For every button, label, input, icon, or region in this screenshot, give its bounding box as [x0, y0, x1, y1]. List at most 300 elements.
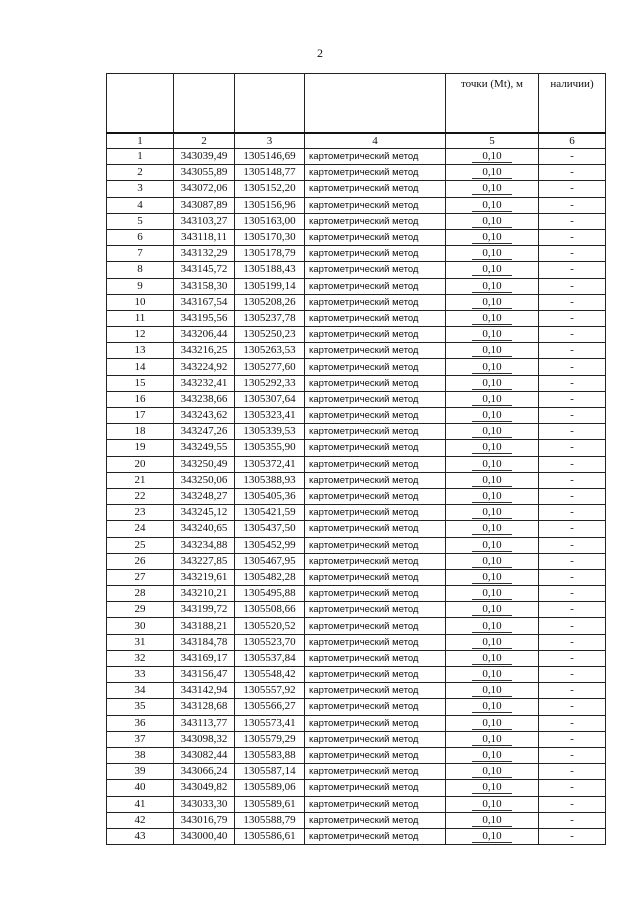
- table-row: [107, 181, 606, 197]
- accuracy-cell: [446, 650, 539, 666]
- method-cell: картометрический метод: [305, 488, 446, 504]
- accuracy-value: 0,10: [472, 814, 511, 827]
- column-number: 3: [235, 133, 305, 149]
- accuracy-value: 0,10: [472, 506, 511, 519]
- note-cell: -: [539, 165, 606, 181]
- x-coordinate-cell: 343243,62: [174, 408, 235, 424]
- table-row: [107, 375, 606, 391]
- y-coordinate-cell: 1305277,60: [235, 359, 305, 375]
- accuracy-value: 0,10: [472, 247, 511, 260]
- x-coordinate-cell: 343227,85: [174, 553, 235, 569]
- point-number-cell: 36: [107, 715, 174, 731]
- table-row: [107, 521, 606, 537]
- method-cell: картометрический метод: [305, 472, 446, 488]
- x-coordinate-cell: 343245,12: [174, 505, 235, 521]
- accuracy-cell: [446, 828, 539, 844]
- table-row: [107, 780, 606, 796]
- note-cell: -: [539, 828, 606, 844]
- note-cell: -: [539, 229, 606, 245]
- y-coordinate-cell: 1305170,30: [235, 229, 305, 245]
- accuracy-cell: [446, 165, 539, 181]
- accuracy-value: 0,10: [472, 425, 511, 438]
- note-cell: -: [539, 375, 606, 391]
- point-number-cell: 30: [107, 618, 174, 634]
- y-coordinate-cell: 1305307,64: [235, 391, 305, 407]
- note-cell: -: [539, 246, 606, 262]
- column-number: 2: [174, 133, 235, 149]
- x-coordinate-cell: 343142,94: [174, 683, 235, 699]
- accuracy-value: 0,10: [472, 749, 511, 762]
- x-coordinate-cell: 343066,24: [174, 764, 235, 780]
- table-row: [107, 747, 606, 763]
- y-coordinate-cell: 1305557,92: [235, 683, 305, 699]
- accuracy-cell: [446, 553, 539, 569]
- method-cell: картометрический метод: [305, 828, 446, 844]
- table-row: [107, 537, 606, 553]
- table-row: [107, 165, 606, 181]
- accuracy-value: 0,10: [472, 377, 511, 390]
- y-coordinate-cell: 1305355,90: [235, 440, 305, 456]
- note-cell: -: [539, 278, 606, 294]
- x-coordinate-cell: 343238,66: [174, 391, 235, 407]
- table-row: [107, 699, 606, 715]
- table-row: [107, 715, 606, 731]
- x-coordinate-cell: 343219,61: [174, 569, 235, 585]
- accuracy-value: 0,10: [472, 830, 511, 843]
- accuracy-value: 0,10: [472, 263, 511, 276]
- x-coordinate-cell: 343234,88: [174, 537, 235, 553]
- table-row: [107, 391, 606, 407]
- accuracy-cell: [446, 181, 539, 197]
- note-cell: -: [539, 408, 606, 424]
- accuracy-value: 0,10: [472, 474, 511, 487]
- method-cell: картометрический метод: [305, 213, 446, 229]
- method-cell: картометрический метод: [305, 537, 446, 553]
- accuracy-cell: [446, 521, 539, 537]
- method-cell: картометрический метод: [305, 699, 446, 715]
- x-coordinate-cell: 343247,26: [174, 424, 235, 440]
- y-coordinate-cell: 1305263,53: [235, 343, 305, 359]
- accuracy-cell: [446, 715, 539, 731]
- table-row: [107, 229, 606, 245]
- method-cell: картометрический метод: [305, 812, 446, 828]
- y-coordinate-cell: 1305250,23: [235, 327, 305, 343]
- method-cell: картометрический метод: [305, 521, 446, 537]
- point-number-cell: 10: [107, 294, 174, 310]
- method-cell: картометрический метод: [305, 764, 446, 780]
- point-number-cell: 31: [107, 634, 174, 650]
- note-cell: -: [539, 488, 606, 504]
- table-row: [107, 731, 606, 747]
- accuracy-cell: [446, 780, 539, 796]
- y-coordinate-cell: 1305520,52: [235, 618, 305, 634]
- accuracy-cell: [446, 440, 539, 456]
- accuracy-value: 0,10: [472, 393, 511, 406]
- point-number-cell: 40: [107, 780, 174, 796]
- y-coordinate-cell: 1305323,41: [235, 408, 305, 424]
- accuracy-value: 0,10: [472, 490, 511, 503]
- accuracy-cell: [446, 375, 539, 391]
- point-number-cell: 39: [107, 764, 174, 780]
- method-cell: картометрический метод: [305, 667, 446, 683]
- point-number-cell: 41: [107, 796, 174, 812]
- accuracy-cell: [446, 764, 539, 780]
- note-cell: -: [539, 780, 606, 796]
- accuracy-value: 0,10: [472, 166, 511, 179]
- method-cell: картометрический метод: [305, 747, 446, 763]
- accuracy-value: 0,10: [472, 652, 511, 665]
- x-coordinate-cell: 343216,25: [174, 343, 235, 359]
- header-cell: [107, 74, 174, 134]
- method-cell: картометрический метод: [305, 391, 446, 407]
- accuracy-cell: [446, 424, 539, 440]
- table-body: [107, 74, 606, 845]
- point-number-cell: 9: [107, 278, 174, 294]
- method-cell: картометрический метод: [305, 505, 446, 521]
- accuracy-cell: [446, 294, 539, 310]
- table-row: [107, 278, 606, 294]
- point-number-cell: 42: [107, 812, 174, 828]
- y-coordinate-cell: 1305188,43: [235, 262, 305, 278]
- point-number-cell: 22: [107, 488, 174, 504]
- note-cell: -: [539, 683, 606, 699]
- x-coordinate-cell: 343249,55: [174, 440, 235, 456]
- point-number-cell: 35: [107, 699, 174, 715]
- point-number-cell: 38: [107, 747, 174, 763]
- accuracy-cell: [446, 505, 539, 521]
- method-cell: картометрический метод: [305, 780, 446, 796]
- note-cell: -: [539, 634, 606, 650]
- x-coordinate-cell: 343199,72: [174, 602, 235, 618]
- point-number-cell: 1: [107, 149, 174, 165]
- method-cell: картометрический метод: [305, 618, 446, 634]
- y-coordinate-cell: 1305437,50: [235, 521, 305, 537]
- method-cell: картометрический метод: [305, 440, 446, 456]
- accuracy-cell: [446, 602, 539, 618]
- point-number-cell: 11: [107, 310, 174, 326]
- method-cell: картометрический метод: [305, 586, 446, 602]
- accuracy-cell: [446, 537, 539, 553]
- point-number-cell: 8: [107, 262, 174, 278]
- x-coordinate-cell: 343169,17: [174, 650, 235, 666]
- point-number-cell: 13: [107, 343, 174, 359]
- accuracy-value: 0,10: [472, 668, 511, 681]
- note-cell: -: [539, 586, 606, 602]
- accuracy-cell: [446, 683, 539, 699]
- y-coordinate-cell: 1305146,69: [235, 149, 305, 165]
- accuracy-cell: [446, 246, 539, 262]
- method-cell: картометрический метод: [305, 683, 446, 699]
- note-cell: -: [539, 747, 606, 763]
- y-coordinate-cell: 1305586,61: [235, 828, 305, 844]
- point-number-cell: 24: [107, 521, 174, 537]
- note-cell: -: [539, 537, 606, 553]
- table-row: [107, 408, 606, 424]
- accuracy-value: 0,10: [472, 765, 511, 778]
- y-coordinate-cell: 1305537,84: [235, 650, 305, 666]
- x-coordinate-cell: 343082,44: [174, 747, 235, 763]
- accuracy-cell: [446, 796, 539, 812]
- point-number-cell: 43: [107, 828, 174, 844]
- x-coordinate-cell: 343128,68: [174, 699, 235, 715]
- accuracy-value: 0,10: [472, 733, 511, 746]
- accuracy-cell: [446, 812, 539, 828]
- accuracy-value: 0,10: [472, 620, 511, 633]
- accuracy-cell: [446, 472, 539, 488]
- x-coordinate-cell: 343167,54: [174, 294, 235, 310]
- x-coordinate-cell: 343158,30: [174, 278, 235, 294]
- point-number-cell: 29: [107, 602, 174, 618]
- note-cell: -: [539, 472, 606, 488]
- y-coordinate-cell: 1305452,99: [235, 537, 305, 553]
- method-cell: картометрический метод: [305, 569, 446, 585]
- table-row: [107, 456, 606, 472]
- method-cell: картометрический метод: [305, 796, 446, 812]
- accuracy-cell: [446, 456, 539, 472]
- accuracy-value: 0,10: [472, 684, 511, 697]
- table-row: [107, 359, 606, 375]
- x-coordinate-cell: 343072,06: [174, 181, 235, 197]
- x-coordinate-cell: 343055,89: [174, 165, 235, 181]
- accuracy-value: 0,10: [472, 328, 511, 341]
- table-row: [107, 764, 606, 780]
- table-row: [107, 310, 606, 326]
- accuracy-value: 0,10: [472, 441, 511, 454]
- accuracy-cell: [446, 359, 539, 375]
- method-cell: картометрический метод: [305, 149, 446, 165]
- accuracy-cell: [446, 262, 539, 278]
- table-row: [107, 618, 606, 634]
- point-number-cell: 5: [107, 213, 174, 229]
- point-number-cell: 34: [107, 683, 174, 699]
- table-row: [107, 634, 606, 650]
- note-cell: -: [539, 440, 606, 456]
- point-number-cell: 21: [107, 472, 174, 488]
- method-cell: картометрический метод: [305, 731, 446, 747]
- table-row: [107, 602, 606, 618]
- note-cell: -: [539, 359, 606, 375]
- accuracy-value: 0,10: [472, 199, 511, 212]
- note-cell: -: [539, 424, 606, 440]
- table-row: [107, 213, 606, 229]
- accuracy-value: 0,10: [472, 587, 511, 600]
- point-number-cell: 23: [107, 505, 174, 521]
- x-coordinate-cell: 343103,27: [174, 213, 235, 229]
- method-cell: картометрический метод: [305, 229, 446, 245]
- table-row: [107, 343, 606, 359]
- x-coordinate-cell: 343184,78: [174, 634, 235, 650]
- accuracy-cell: [446, 634, 539, 650]
- point-number-cell: 37: [107, 731, 174, 747]
- y-coordinate-cell: 1305523,70: [235, 634, 305, 650]
- y-coordinate-cell: 1305587,14: [235, 764, 305, 780]
- note-cell: -: [539, 667, 606, 683]
- y-coordinate-cell: 1305372,41: [235, 456, 305, 472]
- accuracy-value: 0,10: [472, 603, 511, 616]
- x-coordinate-cell: 343248,27: [174, 488, 235, 504]
- x-coordinate-cell: 343132,29: [174, 246, 235, 262]
- note-cell: -: [539, 699, 606, 715]
- y-coordinate-cell: 1305148,77: [235, 165, 305, 181]
- y-coordinate-cell: 1305421,59: [235, 505, 305, 521]
- table-row: [107, 246, 606, 262]
- y-coordinate-cell: 1305339,53: [235, 424, 305, 440]
- point-number-cell: 33: [107, 667, 174, 683]
- y-coordinate-cell: 1305156,96: [235, 197, 305, 213]
- x-coordinate-cell: 343240,65: [174, 521, 235, 537]
- page-number: 2: [317, 46, 323, 60]
- note-cell: -: [539, 764, 606, 780]
- point-number-cell: 25: [107, 537, 174, 553]
- accuracy-value: 0,10: [472, 361, 511, 374]
- table-row: [107, 828, 606, 844]
- note-cell: -: [539, 197, 606, 213]
- method-cell: картометрический метод: [305, 343, 446, 359]
- y-coordinate-cell: 1305237,78: [235, 310, 305, 326]
- x-coordinate-cell: 343210,21: [174, 586, 235, 602]
- method-cell: картометрический метод: [305, 375, 446, 391]
- table-row: [107, 586, 606, 602]
- method-cell: картометрический метод: [305, 553, 446, 569]
- accuracy-cell: [446, 310, 539, 326]
- table-row: [107, 294, 606, 310]
- note-cell: -: [539, 731, 606, 747]
- accuracy-value: 0,10: [472, 522, 511, 535]
- point-number-cell: 4: [107, 197, 174, 213]
- accuracy-cell: [446, 667, 539, 683]
- header-cell-notes: наличии): [539, 74, 606, 134]
- x-coordinate-cell: 343016,79: [174, 812, 235, 828]
- note-cell: -: [539, 650, 606, 666]
- note-cell: -: [539, 553, 606, 569]
- point-number-cell: 15: [107, 375, 174, 391]
- column-number: 4: [305, 133, 446, 149]
- table-row: [107, 197, 606, 213]
- coordinates-table: [106, 73, 606, 845]
- y-coordinate-cell: 1305178,79: [235, 246, 305, 262]
- accuracy-value: 0,10: [472, 458, 511, 471]
- note-cell: -: [539, 796, 606, 812]
- point-number-cell: 26: [107, 553, 174, 569]
- header-cell-accuracy: точки (Mt), м: [446, 74, 539, 134]
- table-row: [107, 796, 606, 812]
- accuracy-value: 0,10: [472, 571, 511, 584]
- y-coordinate-cell: 1305589,06: [235, 780, 305, 796]
- y-coordinate-cell: 1305566,27: [235, 699, 305, 715]
- accuracy-cell: [446, 197, 539, 213]
- table-row: [107, 812, 606, 828]
- x-coordinate-cell: 343049,82: [174, 780, 235, 796]
- accuracy-value: 0,10: [472, 215, 511, 228]
- x-coordinate-cell: 343087,89: [174, 197, 235, 213]
- y-coordinate-cell: 1305589,61: [235, 796, 305, 812]
- note-cell: -: [539, 812, 606, 828]
- table-row: [107, 488, 606, 504]
- note-cell: -: [539, 294, 606, 310]
- point-number-cell: 17: [107, 408, 174, 424]
- accuracy-value: 0,10: [472, 182, 511, 195]
- accuracy-value: 0,10: [472, 344, 511, 357]
- accuracy-cell: [446, 327, 539, 343]
- method-cell: картометрический метод: [305, 408, 446, 424]
- note-cell: -: [539, 618, 606, 634]
- point-number-cell: 3: [107, 181, 174, 197]
- y-coordinate-cell: 1305583,88: [235, 747, 305, 763]
- x-coordinate-cell: 343118,11: [174, 229, 235, 245]
- x-coordinate-cell: 343195,56: [174, 310, 235, 326]
- point-number-cell: 32: [107, 650, 174, 666]
- x-coordinate-cell: 343033,30: [174, 796, 235, 812]
- column-number: 6: [539, 133, 606, 149]
- accuracy-value: 0,10: [472, 555, 511, 568]
- method-cell: картометрический метод: [305, 359, 446, 375]
- x-coordinate-cell: 343232,41: [174, 375, 235, 391]
- table-row: [107, 667, 606, 683]
- method-cell: картометрический метод: [305, 424, 446, 440]
- y-coordinate-cell: 1305573,41: [235, 715, 305, 731]
- point-number-cell: 18: [107, 424, 174, 440]
- method-cell: картометрический метод: [305, 650, 446, 666]
- y-coordinate-cell: 1305588,79: [235, 812, 305, 828]
- accuracy-cell: [446, 229, 539, 245]
- method-cell: картометрический метод: [305, 634, 446, 650]
- header-cell: [235, 74, 305, 134]
- column-number: 5: [446, 133, 539, 149]
- accuracy-cell: [446, 569, 539, 585]
- accuracy-cell: [446, 586, 539, 602]
- point-number-cell: 14: [107, 359, 174, 375]
- note-cell: -: [539, 391, 606, 407]
- note-cell: -: [539, 181, 606, 197]
- accuracy-value: 0,10: [472, 717, 511, 730]
- note-cell: -: [539, 149, 606, 165]
- table-row: [107, 553, 606, 569]
- y-coordinate-cell: 1305548,42: [235, 667, 305, 683]
- table-row: [107, 569, 606, 585]
- accuracy-cell: [446, 699, 539, 715]
- accuracy-value: 0,10: [472, 636, 511, 649]
- x-coordinate-cell: 343250,06: [174, 472, 235, 488]
- method-cell: картометрический метод: [305, 456, 446, 472]
- table-row: [107, 505, 606, 521]
- y-coordinate-cell: 1305152,20: [235, 181, 305, 197]
- accuracy-cell: [446, 618, 539, 634]
- note-cell: -: [539, 456, 606, 472]
- accuracy-cell: [446, 747, 539, 763]
- y-coordinate-cell: 1305405,36: [235, 488, 305, 504]
- column-number-row: [107, 133, 606, 149]
- x-coordinate-cell: 343039,49: [174, 149, 235, 165]
- accuracy-value: 0,10: [472, 231, 511, 244]
- accuracy-value: 0,10: [472, 539, 511, 552]
- note-cell: -: [539, 569, 606, 585]
- x-coordinate-cell: 343188,21: [174, 618, 235, 634]
- x-coordinate-cell: 343250,49: [174, 456, 235, 472]
- y-coordinate-cell: 1305292,33: [235, 375, 305, 391]
- point-number-cell: 2: [107, 165, 174, 181]
- method-cell: картометрический метод: [305, 602, 446, 618]
- accuracy-value: 0,10: [472, 312, 511, 325]
- y-coordinate-cell: 1305208,26: [235, 294, 305, 310]
- accuracy-cell: [446, 408, 539, 424]
- note-cell: -: [539, 715, 606, 731]
- point-number-cell: 16: [107, 391, 174, 407]
- method-cell: картометрический метод: [305, 165, 446, 181]
- y-coordinate-cell: 1305495,88: [235, 586, 305, 602]
- accuracy-value: 0,10: [472, 280, 511, 293]
- y-coordinate-cell: 1305388,93: [235, 472, 305, 488]
- accuracy-value: 0,10: [472, 150, 511, 163]
